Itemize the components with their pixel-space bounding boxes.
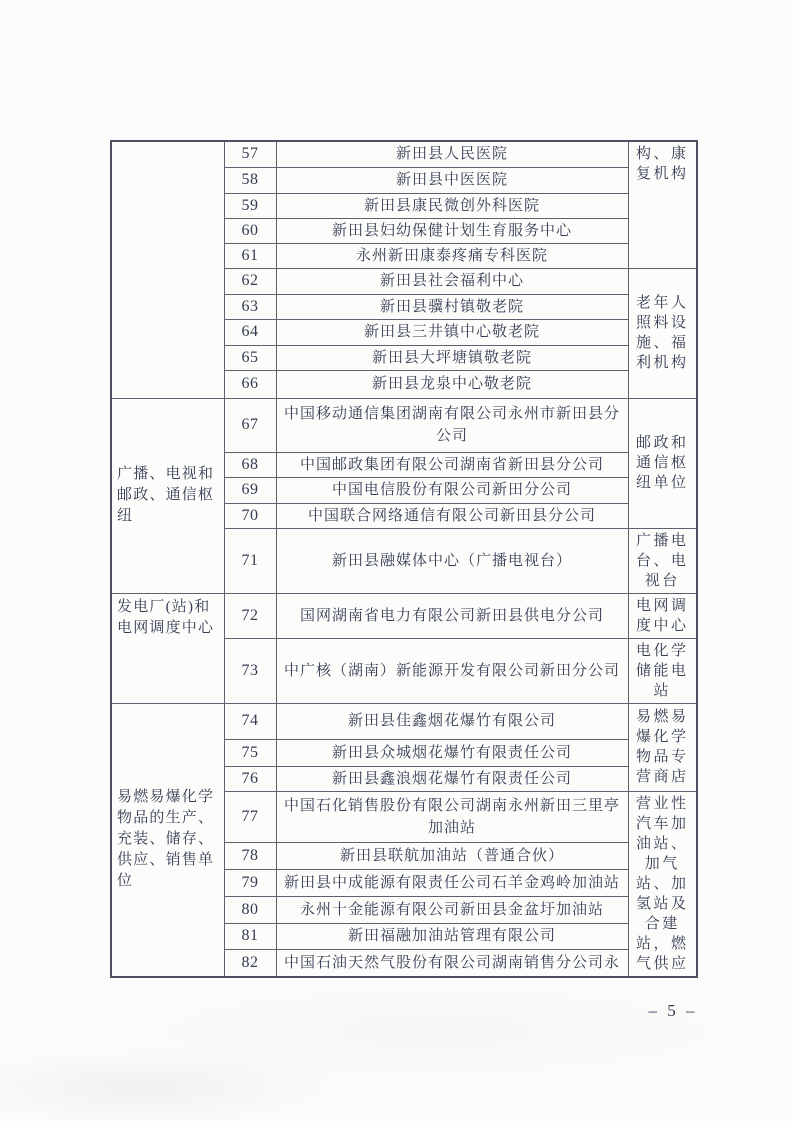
row-number: 69 — [224, 477, 276, 503]
subcategory-cell: 营业性汽车加油站、加气站、加氢站及合建站，燃气供应 — [628, 791, 697, 977]
subcategory-cell: 易燃易爆化学物品专营商店 — [628, 703, 697, 791]
category-cell — [111, 141, 224, 398]
org-name-cell: 新田县众城烟花爆竹有限责任公司 — [276, 739, 628, 766]
row-number: 59 — [224, 193, 276, 218]
row-number: 61 — [224, 243, 276, 268]
org-name-cell: 新田县骥村镇敬老院 — [276, 294, 628, 319]
org-name-cell: 中国联合网络通信有限公司新田县分公司 — [276, 503, 628, 528]
page-number: – 5 – — [648, 1001, 698, 1020]
category-cell: 发电厂(站)和电网调度中心 — [111, 593, 224, 703]
org-name-cell: 新田县鑫浪烟花爆竹有限责任公司 — [276, 766, 628, 791]
row-number: 75 — [224, 739, 276, 766]
org-name-cell: 新田县中医医院 — [276, 167, 628, 193]
subcategory-cell: 老年人照料设施、福利机构 — [628, 268, 697, 398]
org-name-cell: 新田县融媒体中心（广播电视台） — [276, 528, 628, 593]
row-number: 57 — [224, 141, 276, 167]
subcategory-cell: 邮政和通信枢纽单位 — [628, 398, 697, 528]
org-name-cell: 永州新田康泰疼痛专科医院 — [276, 243, 628, 268]
subcategory-cell: 构、康复机构 — [628, 141, 697, 268]
subcategory-cell: 电网调度中心 — [628, 593, 697, 638]
org-name-cell: 中广核（湖南）新能源开发有限公司新田分公司 — [276, 638, 628, 703]
row-number: 77 — [224, 791, 276, 842]
org-name-cell: 永州十金能源有限公司新田县金盆圩加油站 — [276, 896, 628, 923]
row-number: 64 — [224, 319, 276, 345]
row-number: 79 — [224, 869, 276, 896]
org-name-cell: 新田县中成能源有限责任公司石羊金鸡岭加油站 — [276, 869, 628, 896]
org-name-cell: 新田县人民医院 — [276, 141, 628, 167]
org-name-cell: 新田县三井镇中心敬老院 — [276, 319, 628, 345]
row-number: 65 — [224, 345, 276, 370]
row-number: 58 — [224, 167, 276, 193]
row-number: 60 — [224, 218, 276, 243]
table-row — [111, 141, 697, 167]
row-number: 72 — [224, 593, 276, 638]
row-number: 80 — [224, 896, 276, 923]
row-number: 67 — [224, 398, 276, 452]
category-cell: 易燃易爆化学物品的生产、充装、储存、供应、销售单位 — [111, 703, 224, 977]
table-row — [111, 398, 697, 452]
table-row — [111, 703, 697, 739]
org-name-cell: 新田县联航加油站（普通合伙） — [276, 842, 628, 869]
org-name-cell: 新田福融加油站管理有限公司 — [276, 923, 628, 949]
row-number: 74 — [224, 703, 276, 739]
subcategory-cell: 电化学储能电站 — [628, 638, 697, 703]
subcategory-cell: 广播电台、电视台 — [628, 528, 697, 593]
org-name-cell: 中国电信股份有限公司新田分公司 — [276, 477, 628, 503]
org-name-cell: 新田县妇幼保健计划生育服务中心 — [276, 218, 628, 243]
row-number: 78 — [224, 842, 276, 869]
row-number: 71 — [224, 528, 276, 593]
row-number: 70 — [224, 503, 276, 528]
row-number: 63 — [224, 294, 276, 319]
row-number: 81 — [224, 923, 276, 949]
org-name-cell: 新田县龙泉中心敬老院 — [276, 370, 628, 398]
org-name-cell: 新田县社会福利中心 — [276, 268, 628, 294]
org-name-cell: 国网湖南省电力有限公司新田县供电分公司 — [276, 593, 628, 638]
row-number: 68 — [224, 452, 276, 477]
row-number: 76 — [224, 766, 276, 791]
org-name-cell: 中国邮政集团有限公司湖南省新田县分公司 — [276, 452, 628, 477]
row-number: 82 — [224, 949, 276, 977]
org-name-cell: 中国石化销售股份有限公司湖南永州新田三里亭加油站 — [276, 791, 628, 842]
org-name-cell: 新田县大坪塘镇敬老院 — [276, 345, 628, 370]
org-name-cell: 新田县佳鑫烟花爆竹有限公司 — [276, 703, 628, 739]
row-number: 73 — [224, 638, 276, 703]
org-name-cell: 中国移动通信集团湖南有限公司永州市新田县分公司 — [276, 398, 628, 452]
org-name-cell: 中国石油天然气股份有限公司湖南销售分公司永 — [276, 949, 628, 977]
facility-table — [110, 140, 698, 978]
row-number: 66 — [224, 370, 276, 398]
row-number: 62 — [224, 268, 276, 294]
table-row — [111, 593, 697, 638]
category-cell: 广播、电视和邮政、通信枢纽 — [111, 398, 224, 593]
org-name-cell: 新田县康民微创外科医院 — [276, 193, 628, 218]
